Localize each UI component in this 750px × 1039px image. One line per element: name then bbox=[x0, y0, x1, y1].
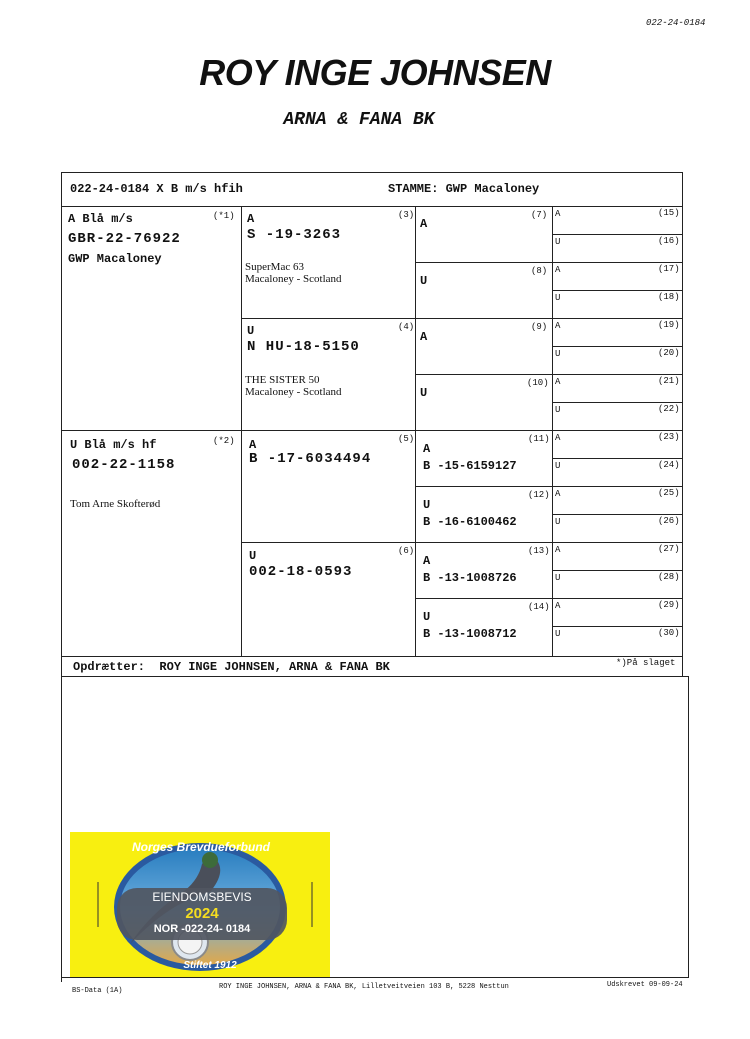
gp6-ring: 002-18-0593 bbox=[249, 564, 353, 580]
g3-13-ring: B -13-1008726 bbox=[423, 571, 517, 585]
g4-29-sex: A bbox=[555, 601, 561, 611]
breeder-line: Opdrætter: ROY INGE JOHNSEN, ARNA & FANA BK bbox=[73, 660, 390, 674]
g4-17-number: (17) bbox=[658, 264, 680, 274]
g4-25-sex: A bbox=[555, 489, 561, 499]
slaget-note: *)På slaget bbox=[616, 658, 676, 668]
g3-12-ring: B -16-6100462 bbox=[423, 515, 517, 529]
g3-8-sex: U bbox=[420, 274, 428, 288]
g4-19-sex: A bbox=[555, 321, 561, 331]
g4-22-number: (22) bbox=[658, 404, 680, 414]
gp4-ring: N HU-18-5150 bbox=[247, 339, 360, 355]
g4-25-number: (25) bbox=[658, 488, 680, 498]
sire-sex-color: A Blå m/s bbox=[68, 212, 133, 226]
g3-14-sex: U bbox=[423, 610, 431, 624]
gp3-note1: SuperMac 63 bbox=[245, 261, 304, 273]
g3-12-sex: U bbox=[423, 498, 431, 512]
g4-16-number: (16) bbox=[658, 236, 680, 246]
g3-14-ring: B -13-1008712 bbox=[423, 627, 517, 641]
gp3-number: (3) bbox=[398, 210, 415, 220]
gp5-number: (5) bbox=[398, 434, 415, 444]
g3-7-sex: A bbox=[420, 217, 428, 231]
g3-9-sex: A bbox=[420, 330, 428, 344]
bird-header: 022-24-0184 X B m/s hfih bbox=[70, 182, 243, 196]
g4-23-number: (23) bbox=[658, 432, 680, 442]
gp4-note1: THE SISTER 50 bbox=[245, 374, 320, 386]
card-founded: Stiftet 1912 bbox=[183, 960, 237, 971]
g4-15-sex: A bbox=[555, 209, 561, 219]
gp4-number: (4) bbox=[398, 322, 415, 332]
gp5-ring: B -17-6034494 bbox=[249, 451, 372, 467]
ownership-card bbox=[70, 832, 330, 977]
dam-sex-color: U Blå m/s hf bbox=[70, 438, 157, 452]
g4-26-number: (26) bbox=[658, 516, 680, 526]
gp6-sex: U bbox=[249, 549, 257, 563]
g3-11-sex: A bbox=[423, 442, 431, 456]
gp4-sex: U bbox=[247, 324, 255, 338]
g3-11-number: (11) bbox=[528, 434, 550, 444]
sire-note: GWP Macaloney bbox=[68, 252, 162, 266]
g3-7-number: (7) bbox=[531, 210, 548, 220]
g4-28-sex: U bbox=[555, 573, 561, 583]
g4-27-number: (27) bbox=[658, 544, 680, 554]
g4-17-sex: A bbox=[555, 265, 561, 275]
card-title: EIENDOMSBEVIS bbox=[152, 890, 252, 904]
gp6-number: (6) bbox=[398, 546, 415, 556]
g4-24-number: (24) bbox=[658, 460, 680, 470]
sire-number: (*1) bbox=[213, 211, 235, 221]
g4-30-number: (30) bbox=[658, 628, 680, 638]
g4-21-number: (21) bbox=[658, 376, 680, 386]
dam-note: Tom Arne Skofterød bbox=[70, 498, 161, 510]
g4-18-sex: U bbox=[555, 293, 561, 303]
g3-13-number: (13) bbox=[528, 546, 550, 556]
g3-12-number: (12) bbox=[528, 490, 550, 500]
footer-center: ROY INGE JOHNSEN, ARNA & FANA BK, Lilletveitveien 103 B, 5228 Nesttun bbox=[219, 983, 509, 991]
g3-10-sex: U bbox=[420, 386, 428, 400]
document-id: 022-24-0184 bbox=[646, 18, 706, 28]
g4-20-sex: U bbox=[555, 349, 561, 359]
g4-26-sex: U bbox=[555, 517, 561, 527]
g4-23-sex: A bbox=[555, 433, 561, 443]
g4-20-number: (20) bbox=[658, 348, 680, 358]
g3-8-number: (8) bbox=[531, 266, 548, 276]
g4-27-sex: A bbox=[555, 545, 561, 555]
g4-28-number: (28) bbox=[658, 572, 680, 582]
g4-24-sex: U bbox=[555, 461, 561, 471]
sire-ring: GBR-22-76922 bbox=[68, 231, 181, 247]
card-ring: NOR -022-24- 0184 bbox=[153, 923, 251, 935]
footer-right: Udskrevet 09-09-24 bbox=[607, 981, 683, 989]
g4-16-sex: U bbox=[555, 237, 561, 247]
g4-19-number: (19) bbox=[658, 320, 680, 330]
g4-22-sex: U bbox=[555, 405, 561, 415]
g3-11-ring: B -15-6159127 bbox=[423, 459, 517, 473]
card-org: Norges Brevdueforbund bbox=[131, 840, 270, 854]
g3-9-number: (9) bbox=[531, 322, 548, 332]
g3-14-number: (14) bbox=[528, 602, 550, 612]
g4-15-number: (15) bbox=[658, 208, 680, 218]
dam-number: (*2) bbox=[213, 436, 235, 446]
club-name: ARNA & FANA BK bbox=[283, 110, 435, 130]
g4-30-sex: U bbox=[555, 629, 561, 639]
footer-left: BS-Data (1A) bbox=[72, 987, 123, 995]
gp4-note2: Macaloney - Scotland bbox=[245, 386, 342, 398]
owner-name: ROY INGE JOHNSEN bbox=[199, 52, 551, 93]
dam-ring: 002-22-1158 bbox=[72, 457, 176, 473]
gp3-note2: Macaloney - Scotland bbox=[245, 273, 342, 285]
gp3-ring: S -19-3263 bbox=[247, 227, 342, 243]
strain-header: STAMME: GWP Macaloney bbox=[388, 182, 540, 196]
g3-10-number: (10) bbox=[527, 378, 549, 388]
g4-18-number: (18) bbox=[658, 292, 680, 302]
g4-21-sex: A bbox=[555, 377, 561, 387]
gp3-sex: A bbox=[247, 212, 255, 226]
card-year: 2024 bbox=[185, 905, 219, 922]
gp5-sex: A bbox=[249, 438, 257, 452]
g4-29-number: (29) bbox=[658, 600, 680, 610]
g3-13-sex: A bbox=[423, 554, 431, 568]
